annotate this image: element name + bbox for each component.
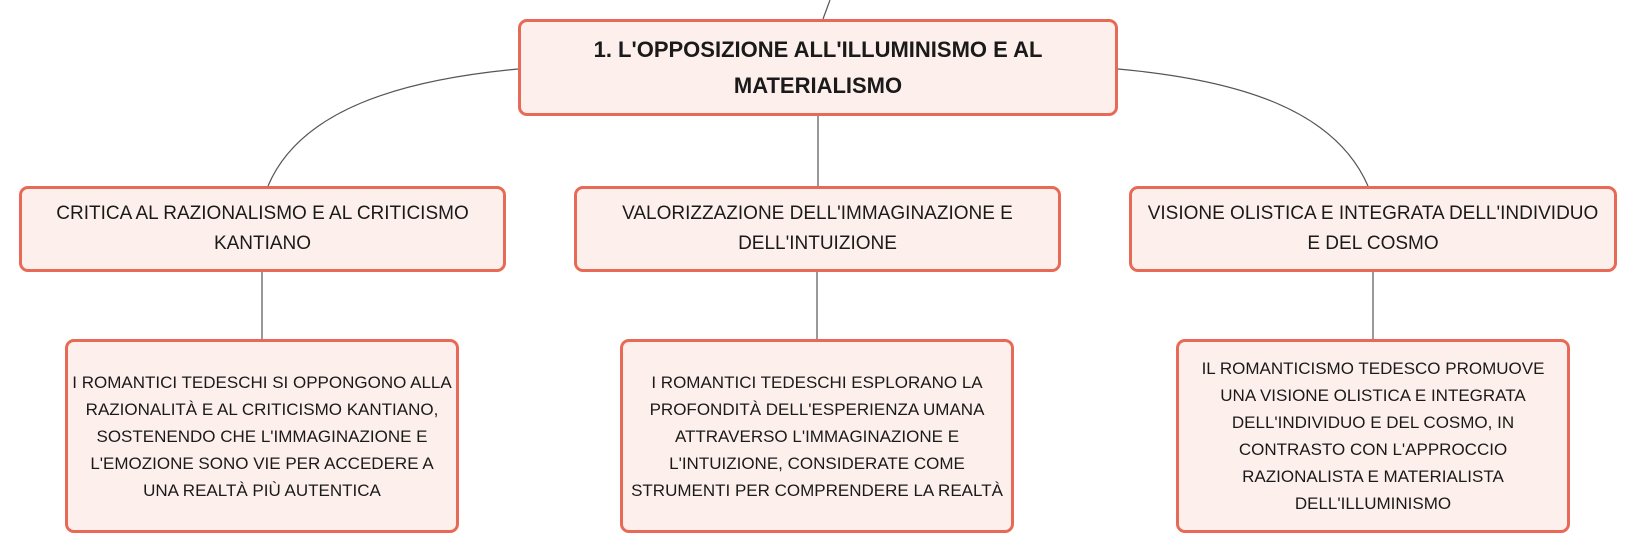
connector-root-to-topic-1 — [268, 69, 518, 186]
topic-node-label: CRITICA AL RAZIONALISMO E AL CRITICISMO KANTIANO — [56, 203, 469, 254]
topic-node-visione-olistica[interactable] — [1129, 186, 1617, 272]
topic-node-valorizzazione-immaginazione[interactable] — [574, 186, 1061, 272]
topic-node-label: VALORIZZAZIONE DELL'IMMAGINAZIONE E DELL'INTUIZIONE — [622, 203, 1013, 254]
detail-node-text: IL ROMANTICISMO TEDESCO PROMUOVE UNA VISIONE OLISTICA E INTEGRATA DELL'INDIVIDUO E DEL COSMO, IN CONTRASTO CON L'APPROCCIO RAZIONALISTA E MATERIALISTA DELL'ILLUMINISMO — [1201, 359, 1545, 513]
detail-node-visione-olistica[interactable] — [1176, 339, 1570, 533]
root-node[interactable] — [518, 19, 1118, 116]
detail-node-text: I ROMANTICI TEDESCHI SI OPPONGONO ALLA RAZIONALITÀ E AL CRITICISMO KANTIANO, SOSTENENDO CHE L'IMMAGINAZIONE E L'EMOZIONE SONO VIE PER ACCEDERE A UNA REALTÀ PIÙ AUTENTICA — [72, 372, 452, 500]
topic-node-label: VISIONE OLISTICA E INTEGRATA DELL'INDIVIDUO E DEL COSMO — [1147, 203, 1599, 254]
root-node-label: 1. L'OPPOSIZIONE ALL'ILLUMINISMO E AL MATERIALISMO — [593, 36, 1043, 98]
detail-node-valorizzazione-immaginazione[interactable] — [620, 339, 1014, 533]
connector-root-to-topic-3 — [1118, 69, 1368, 186]
connector-parent-to-root — [823, 0, 830, 19]
detail-node-critica-razionalismo[interactable] — [65, 339, 459, 533]
detail-node-text: I ROMANTICI TEDESCHI ESPLORANO LA PROFONDITÀ DELL'ESPERIENZA UMANA ATTRAVERSO L'IMMAGINAZIONE E L'INTUIZIONE, CONSIDERATE COME STRUMENTI PER COMPRENDERE LA REALTÀ — [631, 372, 1003, 500]
topic-node-critica-razionalismo[interactable] — [19, 186, 506, 272]
